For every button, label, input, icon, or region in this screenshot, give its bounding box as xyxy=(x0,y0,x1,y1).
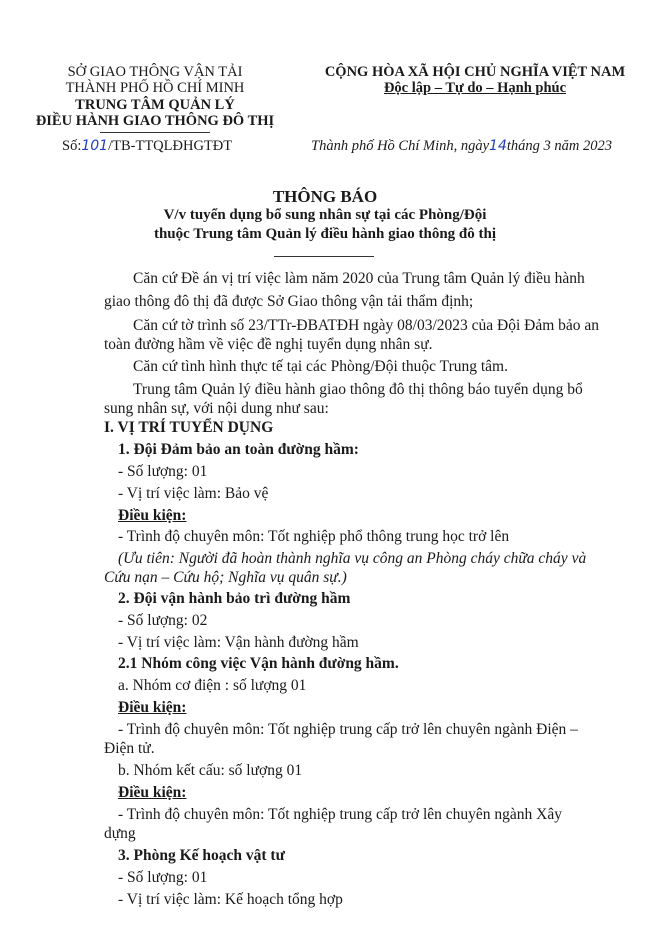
title-underline xyxy=(274,256,374,257)
document-subject-line1: V/v tuyển dụng bổ sung nhân sự tại các Phòng/Đội xyxy=(163,207,487,223)
item-1-conditions-label: Điều kiện: xyxy=(118,507,187,524)
header-left-underline xyxy=(100,132,210,133)
item-2-1-b: b. Nhóm kết cấu: số lượng 01 xyxy=(118,762,303,779)
date-day-handwritten: 14 xyxy=(489,138,507,154)
intro-line1: Trung tâm Quản lý điều hành giao thông đô thị thông báo tuyển dụng bổ xyxy=(133,381,583,398)
item-2-heading: 2. Đội vận hành bảo trì đường hầm xyxy=(118,590,351,607)
basis-2-line2: toàn đường hầm về việc đề nghị tuyển dụng nhân sự. xyxy=(104,336,433,353)
document-subject-line2: thuộc Trung tâm Quản lý điều hành giao thông đô thị xyxy=(153,226,497,242)
national-title: CỘNG HÒA XÃ HỘI CHỦ NGHĨA VIỆT NAM xyxy=(324,64,626,80)
item-2-1-heading: 2.1 Nhóm công việc Vận hành đường hầm. xyxy=(118,655,399,672)
agency-name-line1: SỞ GIAO THÔNG VẬN TẢI xyxy=(67,64,243,80)
doc-no-prefix: Số: xyxy=(62,138,82,154)
center-name-line1: TRUNG TÂM QUẢN LÝ xyxy=(75,97,235,113)
date-suffix: tháng 3 năm 2023 xyxy=(506,138,612,154)
basis-1-line1: Căn cứ Đề án vị trí việc làm năm 2020 của Trung tâm Quản lý điều hành xyxy=(133,270,585,287)
national-motto: Độc lập – Tự do – Hạnh phúc xyxy=(383,80,567,96)
basis-1-line2: giao thông đô thị đã được Sở Giao thông vận tải thẩm định; xyxy=(104,293,474,310)
item-2-quantity: - Số lượng: 02 xyxy=(118,612,208,629)
item-2-1-a-conditions-label: Điều kiện: xyxy=(118,699,187,716)
basis-2-line1: Căn cứ tờ trình số 23/TTr-ĐBATĐH ngày 08/03/2023 của Đội Đảm bảo an xyxy=(133,317,600,334)
item-1-quantity: - Số lượng: 01 xyxy=(118,463,208,480)
center-name-line2: ĐIỀU HÀNH GIAO THÔNG ĐÔ THỊ xyxy=(35,113,275,129)
item-2-1-b-requirement-line2: dựng xyxy=(104,825,136,842)
doc-no-suffix: /TB-TTQLĐHGTĐT xyxy=(108,138,233,154)
item-2-1-a-requirement-line1: - Trình độ chuyên môn: Tốt nghiệp trung cấp trở lên chuyên ngành Điện – xyxy=(118,721,578,738)
item-3-position: - Vị trí việc làm: Kế hoạch tổng hợp xyxy=(118,891,343,908)
item-1-priority-line1: (Ưu tiên: Người đã hoàn thành nghĩa vụ công an Phòng cháy chữa cháy và xyxy=(118,550,587,567)
section-I-heading: I. VỊ TRÍ TUYỂN DỤNG xyxy=(104,419,274,436)
basis-3: Căn cứ tình hình thực tế tại các Phòng/Đội thuộc Trung tâm. xyxy=(133,358,508,375)
item-2-1-a-requirement-line2: Điện tử. xyxy=(104,740,155,757)
intro-line2: sung nhân sự, với nội dung như sau: xyxy=(104,400,329,417)
item-1-position: - Vị trí việc làm: Bảo vệ xyxy=(118,485,269,502)
item-3-heading: 3. Phòng Kế hoạch vật tư xyxy=(118,847,285,864)
issue-date xyxy=(311,138,612,155)
item-1-priority-line2: Cứu nạn – Cứu hộ; Nghĩa vụ quân sự.) xyxy=(104,569,347,586)
item-1-requirement: - Trình độ chuyên môn: Tốt nghiệp phổ thông trung học trở lên xyxy=(118,528,510,545)
item-3-quantity: - Số lượng: 01 xyxy=(118,869,208,886)
agency-name-line2: THÀNH PHỐ HỒ CHÍ MINH xyxy=(65,80,245,96)
document-title: THÔNG BÁO xyxy=(272,187,378,206)
item-2-1-b-requirement-line1: - Trình độ chuyên môn: Tốt nghiệp trung cấp trở lên chuyên ngành Xây xyxy=(118,806,562,823)
document-number xyxy=(62,138,232,155)
item-1-heading: 1. Đội Đảm bảo an toàn đường hầm: xyxy=(118,441,359,458)
item-2-position: - Vị trí việc làm: Vận hành đường hầm xyxy=(118,634,359,651)
item-2-1-a: a. Nhóm cơ điện : số lượng 01 xyxy=(118,677,307,694)
doc-no-handwritten: 101 xyxy=(81,138,109,154)
item-2-1-b-conditions-label: Điều kiện: xyxy=(118,784,187,801)
date-prefix: Thành phố Hồ Chí Minh, ngày xyxy=(311,138,490,154)
